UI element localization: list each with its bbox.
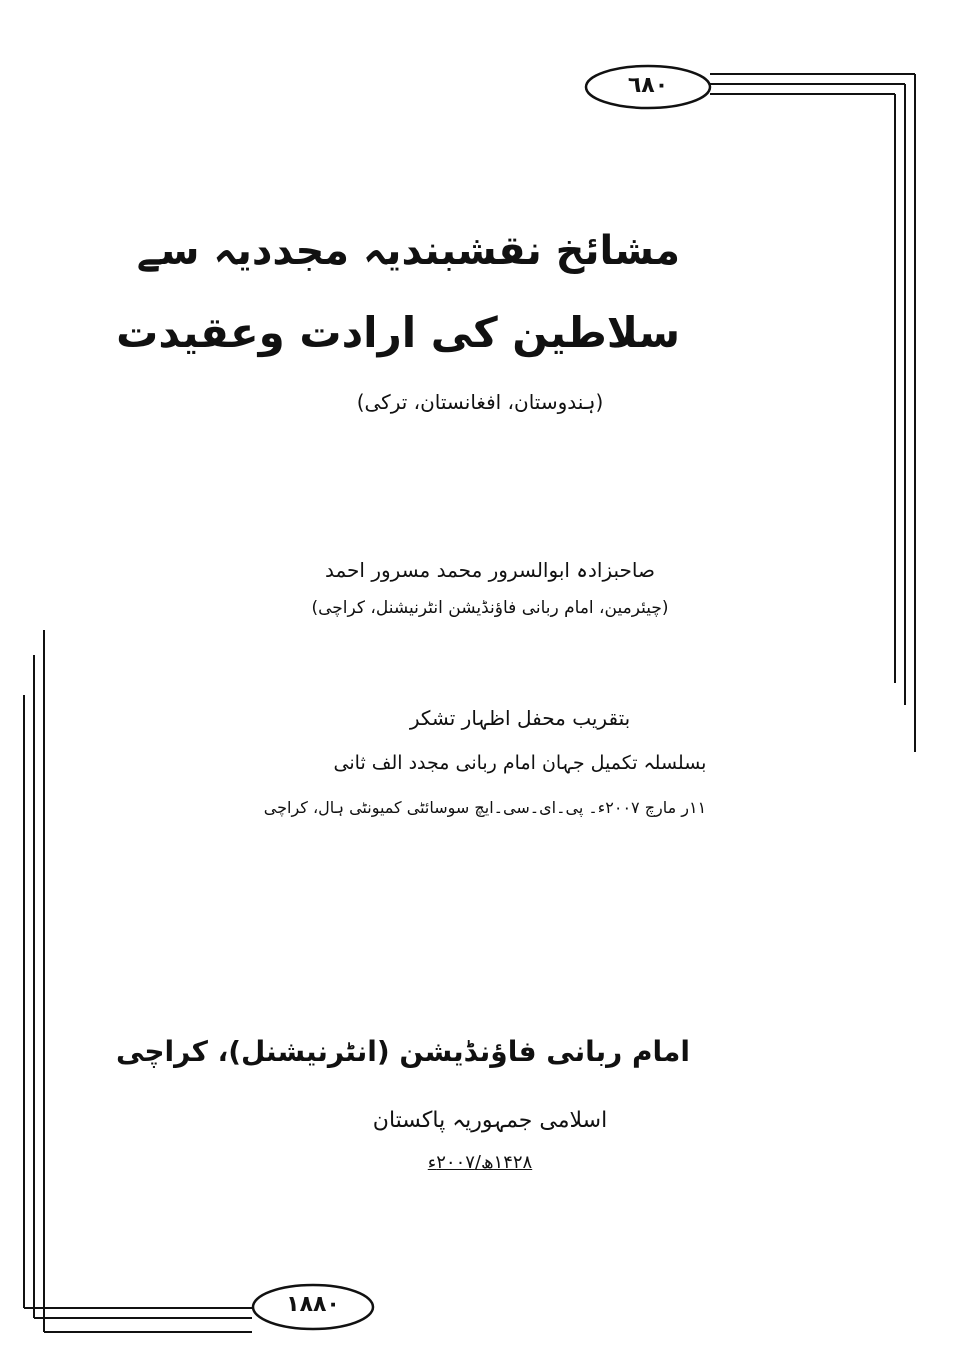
occasion-line-1: بتقریب محفل اظہار تشکر (409, 706, 631, 730)
title-line-2: سلاطین کی ارادت وعقیدت (116, 308, 680, 357)
occasion-line-2: بسلسلہ تکمیل جہان امام ربانی مجدد الف ثانی (333, 752, 707, 774)
publisher-country: اسلامی جمہوریہ پاکستان (372, 1108, 608, 1133)
bottom-page-number: ١٨٨٠ (286, 1292, 340, 1317)
author-name: صاحبزادہ ابوالسرور محمد مسرور احمد (325, 558, 655, 582)
title-line-1: مشائخ نقشبندیہ مجددیہ سے (136, 228, 680, 274)
top-page-number: ٦٨٠ (627, 73, 669, 98)
occasion-line-3: ۱۱ر مارچ ۲۰۰۷ء۔ پی۔ای۔سی۔ایچ سوسائٹی کمیونٹی ہال، کراچی (263, 798, 707, 817)
author-role: (چیئرمین، امام ربانی فاؤنڈیشن انٹرنیشنل، کراچی) (311, 598, 669, 618)
publisher-name: امام ربانی فاؤنڈیشن (انٹرنیشنل)، کراچی (116, 1035, 690, 1068)
publication-date: ۱۴۲۸ھ/۲۰۰۷ء (427, 1152, 533, 1173)
subtitle: (ہندوستان، افغانستان، ترکی) (356, 390, 604, 414)
